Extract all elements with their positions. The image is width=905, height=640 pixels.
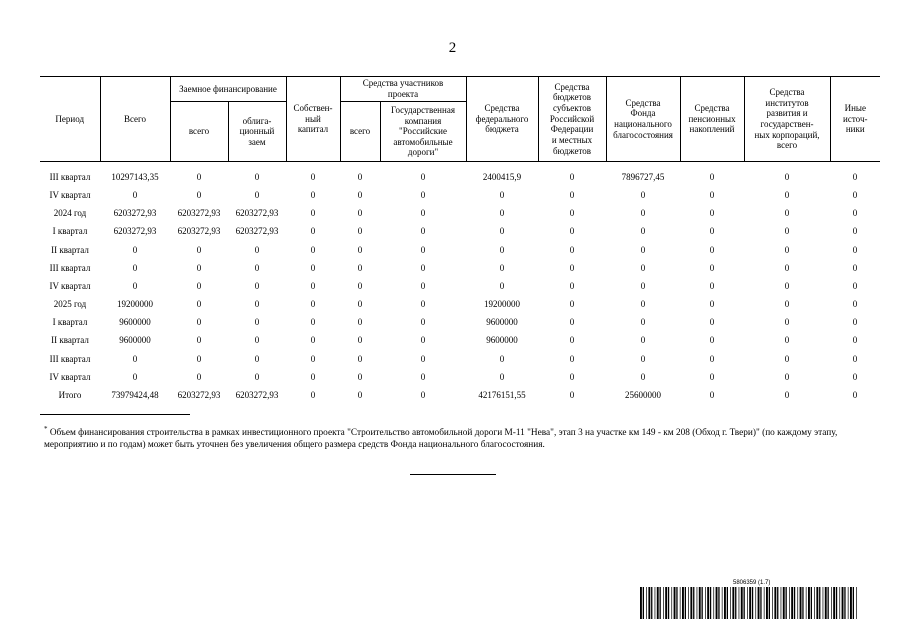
table-cell: 0 [254, 317, 260, 328]
table-cell: 6203272,93 [235, 390, 279, 401]
table-cell: 0 [709, 171, 715, 182]
table-cell: 0 [254, 244, 260, 255]
table-cell: 0 [709, 262, 715, 273]
row-period: IV квартал [49, 280, 91, 291]
table-cell: 73979424,48 [111, 390, 159, 401]
table-cell: 0 [569, 171, 575, 182]
barcode-bar [811, 587, 812, 619]
table-cell: 0 [569, 371, 575, 382]
row-period: II квартал [51, 335, 89, 346]
table-cell: 6203272,93 [113, 208, 157, 219]
table-cell: 6203272,93 [235, 208, 279, 219]
table-cell: 0 [852, 171, 858, 182]
barcode-bar [774, 587, 776, 619]
table-cell: 0 [132, 353, 138, 364]
table-cell: 0 [420, 299, 426, 310]
table-cell: 0 [784, 371, 790, 382]
barcode-bar [781, 587, 782, 619]
table-cell: 0 [132, 371, 138, 382]
barcode-bar [707, 587, 709, 619]
table-cell: 0 [420, 208, 426, 219]
table-cell: 0 [254, 371, 260, 382]
barcode-bar [651, 587, 652, 619]
barcode-bar [648, 587, 650, 619]
table-cell: 0 [852, 280, 858, 291]
table-row [40, 241, 880, 259]
table-cell: 0 [569, 244, 575, 255]
barcode-bar [741, 587, 743, 619]
table-cell: 2400415,9 [482, 171, 522, 182]
barcode-bar [844, 587, 845, 619]
barcode-bar [819, 587, 820, 619]
table-cell: 0 [784, 280, 790, 291]
table-cell: 9600000 [119, 335, 151, 346]
table-cell: 0 [640, 280, 646, 291]
table-cell: 0 [196, 317, 202, 328]
table-cell: 0 [784, 262, 790, 273]
barcode-bar [705, 587, 706, 619]
header-pension: Средства пенсионных накоплений [680, 77, 744, 162]
barcode-bar [676, 587, 677, 619]
table-cell: 0 [569, 189, 575, 200]
header-dev-institutions: Средства институтов развития и государствен- ных корпораций, всего [744, 77, 830, 162]
table-cell: 0 [499, 226, 505, 237]
table-cell: 0 [310, 299, 316, 310]
barcode-bar [671, 587, 672, 619]
barcode-bar [752, 587, 753, 619]
table-row [40, 386, 880, 404]
barcode-bar [744, 587, 745, 619]
barcode-bar [724, 587, 726, 619]
barcode-bar [713, 587, 714, 619]
table-cell: 0 [640, 353, 646, 364]
table-cell: 25600000 [625, 390, 662, 401]
footnote-marker: * [44, 425, 48, 433]
table-cell: 0 [569, 353, 575, 364]
table-cell: 0 [310, 335, 316, 346]
financing-table [40, 76, 880, 404]
row-period: III квартал [49, 171, 91, 182]
table-cell: 0 [420, 262, 426, 273]
barcode-bar [755, 587, 756, 619]
table-row [40, 223, 880, 241]
table-cell: 0 [357, 244, 363, 255]
barcode-bar [690, 587, 692, 619]
table-row [40, 314, 880, 332]
barcode-bar [800, 587, 802, 619]
table-cell: 0 [196, 353, 202, 364]
table-cell: 0 [852, 208, 858, 219]
table-cell: 0 [852, 262, 858, 273]
row-period: Итого [58, 390, 82, 401]
table-cell: 0 [254, 353, 260, 364]
barcode-bar [764, 587, 765, 619]
barcode-bar [730, 587, 731, 619]
end-separator [410, 474, 496, 475]
table-cell: 0 [569, 299, 575, 310]
barcode-bar [833, 587, 835, 619]
barcode-bar [828, 587, 829, 619]
barcode-bar [655, 587, 656, 619]
barcode-bar [769, 587, 770, 619]
barcode-bar [760, 587, 761, 619]
table-cell: 0 [709, 390, 715, 401]
table-cell: 0 [569, 280, 575, 291]
table-row [40, 350, 880, 368]
barcode-bar [718, 587, 719, 619]
table-cell: 0 [196, 189, 202, 200]
table-cell: 0 [499, 262, 505, 273]
barcode-bar [688, 587, 689, 619]
table-cell: 0 [784, 171, 790, 182]
barcode-bar [739, 587, 740, 619]
barcode-bar [682, 587, 684, 619]
barcode-bar [831, 587, 832, 619]
table-cell: 0 [709, 244, 715, 255]
table-cell: 0 [420, 317, 426, 328]
table-cell: 0 [569, 317, 575, 328]
table-cell: 0 [196, 244, 202, 255]
table-cell: 0 [254, 280, 260, 291]
table-cell: 0 [357, 390, 363, 401]
barcode-bar [680, 587, 681, 619]
table-cell: 0 [569, 390, 575, 401]
table-cell: 0 [254, 189, 260, 200]
header-state-company: Государственная компания "Российские автомобильные дороги" [380, 102, 466, 162]
table-cell: 0 [852, 335, 858, 346]
table-cell: 0 [420, 171, 426, 182]
barcode-bar [789, 587, 790, 619]
barcode-bar [685, 587, 686, 619]
barcode-bar [747, 587, 748, 619]
table-cell: 0 [784, 353, 790, 364]
table-cell: 0 [499, 189, 505, 200]
table-cell: 42176151,55 [478, 390, 526, 401]
barcode-bar [802, 587, 803, 619]
table-cell: 0 [640, 208, 646, 219]
table-cell: 6203272,93 [177, 226, 221, 237]
barcode-bar [758, 587, 760, 619]
row-period: III квартал [49, 353, 91, 364]
row-period: 2025 год [53, 299, 87, 310]
barcode-bar [806, 587, 807, 619]
table-cell: 0 [852, 371, 858, 382]
table-cell: 19200000 [117, 299, 153, 310]
header-period: Период [40, 77, 100, 162]
table-cell: 0 [357, 353, 363, 364]
table-cell: 0 [852, 226, 858, 237]
document-code: 5806359 (1.7) [733, 580, 771, 586]
footnote [44, 425, 874, 451]
table-cell: 0 [420, 353, 426, 364]
table-cell: 6203272,93 [235, 226, 279, 237]
header-total: Всего [100, 77, 170, 162]
table-cell: 0 [310, 208, 316, 219]
barcode-bar [660, 587, 661, 619]
header-bond-loan: облига- ционный заем [228, 102, 286, 162]
table-cell: 0 [852, 244, 858, 255]
table-cell: 0 [357, 226, 363, 237]
barcode-bar [665, 587, 667, 619]
table-cell: 0 [420, 280, 426, 291]
table-cell: 0 [852, 390, 858, 401]
header-other: Иные источ- ники [830, 77, 880, 162]
row-period: I квартал [52, 226, 88, 237]
barcode-bar [794, 587, 795, 619]
table-cell: 0 [852, 353, 858, 364]
row-period: IV квартал [49, 371, 91, 382]
table-cell: 0 [310, 280, 316, 291]
barcode-bar [816, 587, 818, 619]
row-period: I квартал [52, 317, 88, 328]
table-cell: 0 [196, 299, 202, 310]
table-cell: 0 [357, 335, 363, 346]
table-cell: 0 [499, 280, 505, 291]
barcode-bar [850, 587, 852, 619]
barcode-bar [786, 587, 787, 619]
row-period: II квартал [51, 244, 89, 255]
header-loan-total: всего [170, 102, 228, 162]
barcode-bar [693, 587, 694, 619]
table-cell: 0 [310, 353, 316, 364]
table-row [40, 295, 880, 313]
footnote-separator [40, 414, 190, 415]
table-cell: 0 [196, 371, 202, 382]
row-period: 2024 год [53, 208, 87, 219]
table-cell: 0 [640, 335, 646, 346]
table-cell: 0 [254, 262, 260, 273]
barcode-bar [766, 587, 768, 619]
table-cell: 0 [709, 335, 715, 346]
barcode-bar [702, 587, 703, 619]
barcode-bar [783, 587, 785, 619]
table-cell: 0 [784, 226, 790, 237]
table-cell: 0 [132, 280, 138, 291]
table-cell: 0 [310, 189, 316, 200]
table-cell: 0 [569, 208, 575, 219]
table-cell: 0 [196, 335, 202, 346]
table-cell: 0 [784, 390, 790, 401]
barcode-icon [640, 587, 860, 619]
barcode-bar [732, 587, 734, 619]
table-row [40, 162, 880, 187]
table-cell: 0 [569, 335, 575, 346]
barcode-bar [772, 587, 773, 619]
table-cell: 0 [784, 244, 790, 255]
table-cell: 0 [784, 189, 790, 200]
barcode-bar [710, 587, 711, 619]
table-cell: 6203272,93 [113, 226, 157, 237]
table-cell: 0 [357, 299, 363, 310]
table-cell: 0 [196, 280, 202, 291]
barcode-bar [808, 587, 810, 619]
table-cell: 0 [640, 371, 646, 382]
table-cell: 0 [640, 317, 646, 328]
table-cell: 10297143,35 [111, 171, 159, 182]
table-cell: 0 [420, 189, 426, 200]
footnote-text: Объем финансирования строительства в рамках инвестиционного проекта "Строительство автомобильной дороги М-11 "Нева", этап 3 на участке км 149 - км 208 (Обход г. Твери)" (по каждому этапу, мероприятию и по годам) может быть уточнен без увеличения общего размера средств Фонда национального благосостояния. [44, 428, 838, 451]
barcode-bar [663, 587, 664, 619]
barcode-bar [853, 587, 854, 619]
table-cell: 0 [420, 335, 426, 346]
table-cell: 0 [254, 335, 260, 346]
barcode-bar [823, 587, 824, 619]
header-regional: Средства бюджетов субъектов Российской Федерации и местных бюджетов [538, 77, 606, 162]
table-cell: 0 [310, 244, 316, 255]
barcode-bar [657, 587, 659, 619]
table-cell: 0 [640, 244, 646, 255]
barcode-bar [836, 587, 837, 619]
table-row [40, 277, 880, 295]
table-cell: 0 [310, 371, 316, 382]
table-cell: 0 [254, 299, 260, 310]
barcode-bar [777, 587, 778, 619]
table-cell: 0 [357, 371, 363, 382]
barcode-bar [727, 587, 728, 619]
barcode-bar [842, 587, 844, 619]
table-cell: 0 [310, 226, 316, 237]
table-cell: 0 [499, 371, 505, 382]
table-cell: 0 [709, 226, 715, 237]
table-cell: 0 [640, 262, 646, 273]
barcode-bar [848, 587, 849, 619]
table-cell: 9600000 [486, 335, 518, 346]
header-participants-group: Средства участников проекта [340, 77, 466, 102]
table-cell: 0 [709, 317, 715, 328]
barcode-bar [814, 587, 815, 619]
barcode-bar [716, 587, 718, 619]
table-cell: 0 [357, 171, 363, 182]
row-period: III квартал [49, 262, 91, 273]
barcode-bar [699, 587, 701, 619]
table-cell: 0 [709, 280, 715, 291]
barcode-bar [697, 587, 698, 619]
table-cell: 0 [357, 317, 363, 328]
table-cell: 0 [357, 208, 363, 219]
table-cell: 0 [784, 335, 790, 346]
table-cell: 0 [357, 262, 363, 273]
table-cell: 0 [254, 171, 260, 182]
table-cell: 0 [640, 226, 646, 237]
barcode-bar [640, 587, 642, 619]
table-cell: 0 [310, 262, 316, 273]
table-cell: 0 [420, 244, 426, 255]
table-cell: 0 [709, 208, 715, 219]
table-cell: 9600000 [119, 317, 151, 328]
page-number: 2 [448, 40, 457, 56]
table-cell: 9600000 [486, 317, 518, 328]
table-row [40, 368, 880, 386]
table-cell: 19200000 [484, 299, 521, 310]
barcode-bar [839, 587, 840, 619]
table-cell: 0 [709, 299, 715, 310]
table-cell: 0 [852, 299, 858, 310]
table-cell: 0 [499, 244, 505, 255]
table-cell: 0 [852, 317, 858, 328]
barcode-bar [646, 587, 647, 619]
table-cell: 0 [709, 371, 715, 382]
table-cell: 0 [132, 189, 138, 200]
table-cell: 0 [132, 244, 138, 255]
table-cell: 0 [784, 299, 790, 310]
table-cell: 7896727,45 [621, 171, 665, 182]
table-cell: 0 [640, 299, 646, 310]
table-cell: 0 [196, 171, 202, 182]
table-cell: 0 [640, 189, 646, 200]
table-cell: 6203272,93 [177, 208, 221, 219]
barcode-bar [856, 587, 857, 619]
barcode-bar [791, 587, 793, 619]
table-cell: 0 [132, 262, 138, 273]
table-cell: 0 [357, 280, 363, 291]
row-period: IV квартал [49, 189, 91, 200]
header-federal: Средства федерального бюджета [466, 77, 538, 162]
table-cell: 0 [196, 262, 202, 273]
table-cell: 0 [709, 353, 715, 364]
table-cell: 0 [420, 371, 426, 382]
header-own-capital: Собствен- ный капитал [286, 77, 340, 162]
header-nwf: Средства Фонда национального благосостояния [606, 77, 680, 162]
table-cell: 0 [784, 208, 790, 219]
table-cell: 0 [420, 226, 426, 237]
table-cell: 0 [420, 390, 426, 401]
table-cell: 0 [499, 208, 505, 219]
table-cell: 6203272,93 [177, 390, 221, 401]
table-cell: 0 [852, 189, 858, 200]
table-cell: 0 [709, 189, 715, 200]
header-participants-total: всего [340, 102, 380, 162]
table-row [40, 186, 880, 204]
header-loan-group: Заемное финансирование [170, 77, 286, 102]
barcode-bar [668, 587, 669, 619]
barcode-bar [735, 587, 736, 619]
barcode-bar [749, 587, 751, 619]
barcode-bar [722, 587, 723, 619]
barcode-bar [674, 587, 676, 619]
table-cell: 0 [357, 189, 363, 200]
barcode-bar [643, 587, 644, 619]
table-cell: 0 [569, 226, 575, 237]
table-row [40, 204, 880, 222]
table-cell: 0 [569, 262, 575, 273]
table-row [40, 332, 880, 350]
table-cell: 0 [310, 317, 316, 328]
table-cell: 0 [310, 390, 316, 401]
table-cell: 0 [310, 171, 316, 182]
table-row [40, 259, 880, 277]
table-cell: 0 [784, 317, 790, 328]
barcode-bar [797, 587, 798, 619]
table-cell: 0 [499, 353, 505, 364]
barcode-bar [825, 587, 827, 619]
